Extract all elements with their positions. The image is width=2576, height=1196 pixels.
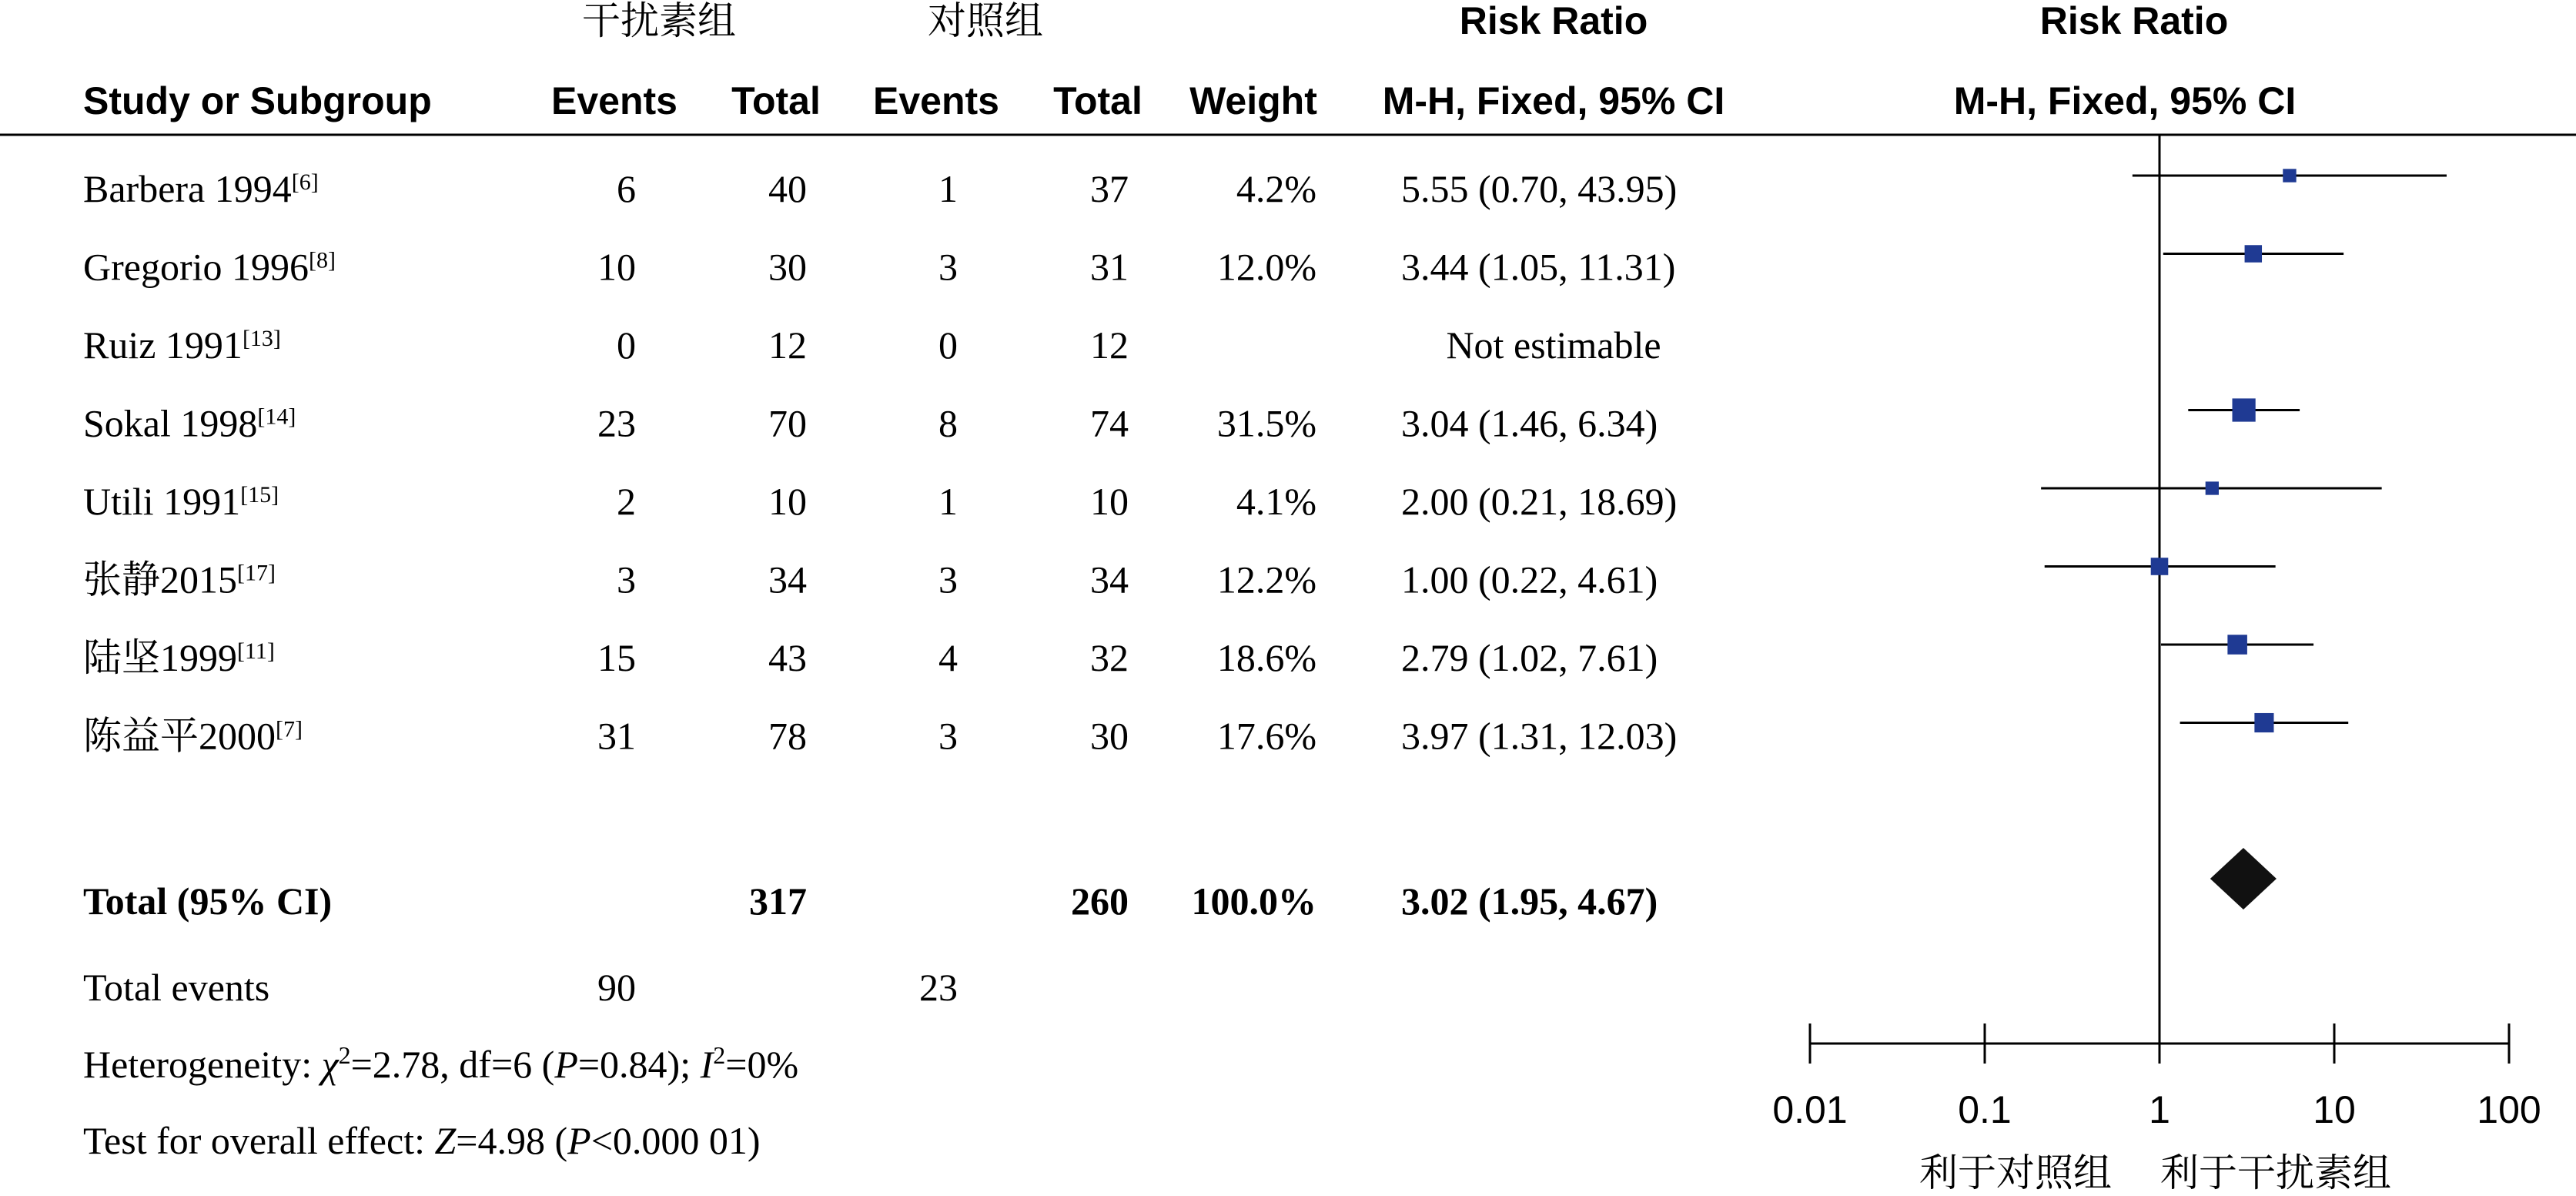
study-name-text: Ruiz 1991 — [83, 323, 243, 367]
study-ci: 2.00 (0.21, 18.69) — [1401, 480, 1678, 523]
study-ref: [14] — [257, 404, 296, 429]
study-name — [83, 636, 275, 679]
study-events2: 3 — [938, 245, 958, 289]
study-total1: 78 — [768, 714, 807, 758]
x-tick-label: 10 — [2313, 1088, 2356, 1131]
study-total2: 34 — [1090, 558, 1129, 601]
study-events1: 15 — [597, 636, 636, 679]
het-prefix: Heterogeneity: — [83, 1043, 322, 1086]
study-ci: 1.00 (0.22, 4.61) — [1401, 558, 1658, 601]
study-weight: 18.6% — [1216, 636, 1316, 679]
overall-p: P — [567, 1119, 591, 1162]
total-events-row — [83, 966, 958, 1009]
total-events-e2: 23 — [919, 966, 958, 1009]
col-events2-header: Events — [873, 79, 999, 122]
study-ci: 3.44 (1.05, 11.31) — [1401, 245, 1676, 289]
study-row — [83, 636, 1658, 679]
het-i: I — [700, 1043, 714, 1086]
study-row — [83, 323, 1661, 367]
study-name-text: 陆坚1999 — [83, 636, 237, 679]
overall-effect-text — [83, 1119, 761, 1162]
study-events1: 0 — [617, 323, 636, 367]
study-events2: 3 — [938, 714, 958, 758]
study-name — [83, 246, 336, 289]
study-total1: 12 — [768, 323, 807, 367]
study-name — [83, 558, 276, 601]
study-ref: [13] — [242, 325, 281, 351]
study-point-marker — [2283, 169, 2296, 182]
study-ref: [8] — [309, 247, 336, 273]
het-suffix: =0% — [725, 1043, 799, 1086]
header-column-row — [83, 79, 2296, 122]
study-ref: [15] — [240, 481, 279, 508]
study-name-text: 陈益平2000 — [83, 714, 276, 758]
group1-header: 干扰素组 — [582, 0, 736, 42]
study-name — [83, 323, 281, 367]
favours-left-label: 利于对照组 — [1919, 1151, 2112, 1194]
x-tick-label: 0.1 — [1958, 1088, 2012, 1131]
study-point-marker — [2227, 635, 2247, 655]
total-events-e1: 90 — [597, 966, 636, 1009]
het-p: P — [554, 1043, 578, 1086]
overall-mid: =4.98 ( — [456, 1119, 568, 1162]
study-ci: 3.04 (1.46, 6.34) — [1401, 401, 1658, 445]
study-events2: 4 — [938, 636, 958, 679]
x-tick-label: 1 — [2149, 1088, 2170, 1131]
study-row — [83, 480, 1677, 523]
study-events1: 2 — [617, 480, 636, 523]
total-events-label: Total events — [83, 966, 270, 1009]
col-plot-header: M-H, Fixed, 95% CI — [1953, 79, 2297, 122]
study-ref: [6] — [291, 169, 319, 195]
study-events2: 3 — [938, 558, 958, 601]
het-chi: χ — [321, 1043, 339, 1086]
study-total2: 31 — [1090, 245, 1129, 289]
study-name — [83, 402, 296, 445]
col-total1-header: Total — [731, 79, 821, 122]
study-rows — [83, 167, 1677, 758]
study-events1: 23 — [597, 401, 636, 445]
study-events1: 31 — [597, 714, 636, 758]
study-row — [83, 402, 1658, 445]
study-events2: 0 — [938, 323, 958, 367]
col-study-header: Study or Subgroup — [83, 79, 432, 122]
total-t2: 260 — [1071, 879, 1129, 923]
study-total2: 74 — [1090, 401, 1129, 445]
total-weight: 100.0% — [1191, 879, 1316, 923]
favours-labels — [1919, 1151, 2391, 1194]
total-label: Total (95% CI) — [83, 879, 333, 923]
het-i-sup: 2 — [713, 1041, 726, 1069]
study-events1: 6 — [617, 167, 636, 210]
study-weight: 4.2% — [1236, 167, 1316, 210]
study-name-text: Utili 1991 — [83, 480, 241, 523]
x-tick-label: 0.01 — [1772, 1088, 1848, 1131]
forest-plot-area — [1772, 135, 2541, 1131]
group2-header: 对照组 — [928, 0, 1043, 42]
heterogeneity-text — [83, 1041, 798, 1086]
study-row — [83, 246, 1675, 289]
study-total1: 43 — [768, 636, 807, 679]
study-weight: 31.5% — [1216, 401, 1316, 445]
header-top-row — [582, 0, 2228, 42]
study-events1: 10 — [597, 245, 636, 289]
study-name-text: Gregorio 1996 — [83, 245, 309, 289]
study-row — [83, 167, 1677, 210]
study-total2: 37 — [1090, 167, 1129, 210]
study-total2: 30 — [1090, 714, 1129, 758]
study-ci: 3.97 (1.31, 12.03) — [1401, 714, 1678, 758]
study-row — [83, 715, 1677, 758]
study-ref: [11] — [237, 638, 275, 664]
favours-right-label: 利于干扰素组 — [2160, 1151, 2391, 1194]
study-ref: [17] — [237, 560, 276, 585]
study-total1: 34 — [768, 558, 807, 601]
study-total2: 12 — [1090, 323, 1129, 367]
het-mid: =2.78, df=6 ( — [350, 1043, 555, 1086]
het-chi-sup: 2 — [338, 1041, 351, 1069]
het-mid2: =0.84); — [577, 1043, 701, 1086]
study-ci: 5.55 (0.70, 43.95) — [1401, 167, 1678, 210]
study-events2: 8 — [938, 401, 958, 445]
study-weight: 17.6% — [1216, 714, 1316, 758]
summary-diamond — [2210, 848, 2277, 910]
col-rr-header: M-H, Fixed, 95% CI — [1382, 79, 1725, 122]
total-t1: 317 — [749, 879, 807, 923]
overall-prefix: Test for overall effect: — [83, 1119, 435, 1162]
study-total1: 10 — [768, 480, 807, 523]
study-name-text: Sokal 1998 — [83, 401, 258, 445]
study-ci: Not estimable — [1446, 323, 1661, 367]
study-name — [83, 480, 279, 523]
study-row — [83, 558, 1658, 601]
study-name — [83, 167, 319, 210]
overall-z: Z — [434, 1119, 457, 1162]
study-weight: 12.2% — [1216, 558, 1316, 601]
study-point-marker — [2206, 481, 2219, 494]
overall-suffix: <0.000 01) — [590, 1119, 761, 1162]
rr-column-top-header: Risk Ratio — [1459, 0, 1648, 42]
plot-top-header: Risk Ratio — [2039, 0, 2229, 42]
study-events2: 1 — [938, 167, 958, 210]
study-point-marker — [2245, 245, 2262, 262]
total-ci: 3.02 (1.95, 4.67) — [1401, 879, 1658, 923]
study-point-marker — [2254, 713, 2273, 732]
study-ci: 2.79 (1.02, 7.61) — [1401, 636, 1658, 679]
total-row — [83, 879, 1658, 923]
study-total2: 10 — [1090, 480, 1129, 523]
study-ref: [7] — [276, 716, 303, 742]
study-total2: 32 — [1090, 636, 1129, 679]
col-events1-header: Events — [551, 79, 677, 122]
study-weight: 12.0% — [1216, 245, 1316, 289]
study-name-text: Barbera 1994 — [83, 167, 292, 210]
study-total1: 70 — [768, 401, 807, 445]
study-weight: 4.1% — [1236, 480, 1316, 523]
study-name-text: 张静2015 — [83, 558, 237, 601]
study-total1: 30 — [768, 245, 807, 289]
col-total2-header: Total — [1053, 79, 1142, 122]
study-name — [83, 715, 303, 758]
study-total1: 40 — [768, 167, 807, 210]
study-point-marker — [2233, 398, 2256, 421]
study-events1: 3 — [617, 558, 636, 601]
study-events2: 1 — [938, 480, 958, 523]
study-point-marker — [2151, 558, 2169, 575]
x-tick-label: 100 — [2477, 1088, 2541, 1131]
col-weight-header: Weight — [1189, 79, 1317, 122]
